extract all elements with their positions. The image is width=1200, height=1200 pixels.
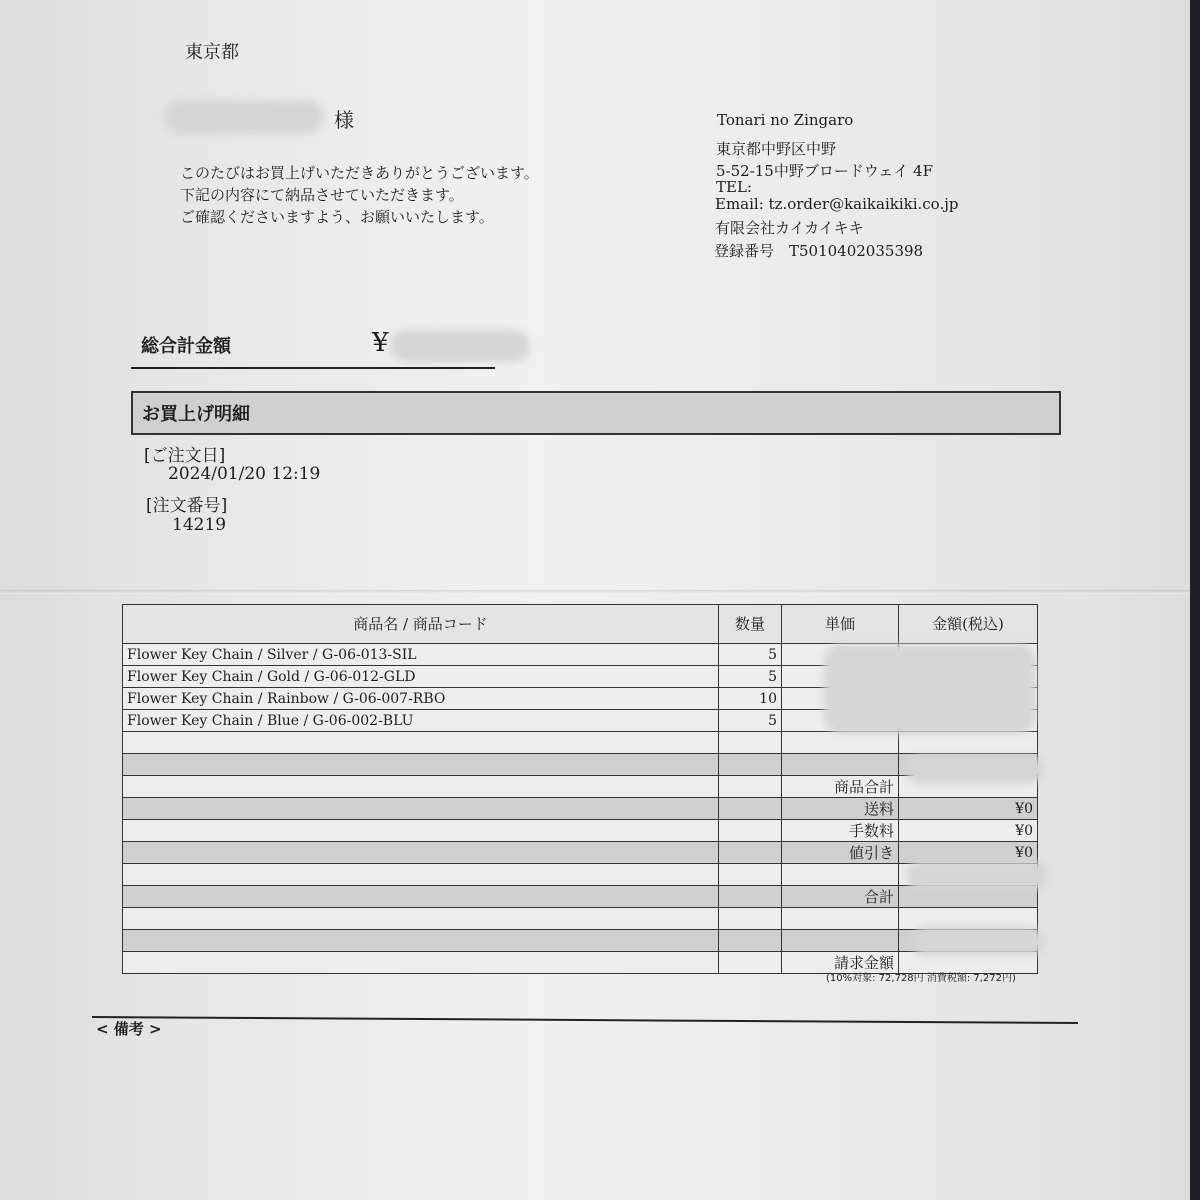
billed-label: 請求金額 <box>782 952 899 974</box>
section-header-bar <box>131 391 1061 435</box>
section-title: お買上げ明細 <box>142 404 250 425</box>
col-header-qty: 数量 <box>719 605 782 644</box>
shipping-value: ¥0 <box>899 798 1038 820</box>
table-header-row <box>123 605 1038 644</box>
total-label: 合計 <box>782 886 899 908</box>
item-qty: 10 <box>719 688 782 710</box>
grand-total-currency: ¥ <box>372 328 389 358</box>
item-name: Flower Key Chain / Silver / G-06-013-SIL <box>123 644 719 666</box>
table-row <box>123 732 1038 754</box>
shop-company: 有限会社カイカイキキ <box>715 219 864 237</box>
greeting-line-3: ご確認くださいますよう、お願いいたします。 <box>180 208 494 226</box>
col-header-amount: 金額(税込) <box>899 605 1038 644</box>
item-qty: 5 <box>719 710 782 732</box>
order-number: 14219 <box>172 515 227 535</box>
honorific: 様 <box>334 108 354 132</box>
shop-address-1: 東京都中野区中野 <box>716 140 837 158</box>
greeting-line-2: 下記の内容にて納品させていただきます。 <box>180 186 464 204</box>
table-row <box>123 908 1038 930</box>
col-header-name: 商品名 / 商品コード <box>123 605 719 644</box>
item-name: Flower Key Chain / Rainbow / G-06-007-RBO <box>123 688 719 710</box>
summary-row-discount <box>123 842 1038 864</box>
shop-email: Email: tz.order@kaikaikiki.co.jp <box>715 195 959 213</box>
table-row <box>123 930 1038 952</box>
shop-name: Tonari no Zingaro <box>717 111 854 129</box>
shop-registration: 登録番号 T5010402035398 <box>714 242 924 260</box>
recipient-name-redacted <box>170 106 318 128</box>
grand-total-redacted <box>396 336 524 356</box>
shipping-label: 送料 <box>782 798 899 820</box>
shop-tel: TEL: <box>716 178 752 196</box>
fee-label: 手数料 <box>782 820 899 842</box>
table-row <box>123 754 1038 776</box>
paper-fold <box>0 590 1190 594</box>
summary-row-total <box>123 886 1038 908</box>
col-header-unit: 単価 <box>782 605 899 644</box>
total-redacted <box>912 867 1042 884</box>
total-value <box>899 886 1038 908</box>
order-date: 2024/01/20 12:19 <box>168 464 321 484</box>
subtotal-value <box>899 776 1038 798</box>
item-qty: 5 <box>719 644 782 666</box>
table-row <box>123 864 1038 886</box>
item-qty: 5 <box>719 666 782 688</box>
recipient-prefecture: 東京都 <box>185 42 239 63</box>
order-number-label: [注文番号] <box>146 496 228 516</box>
greeting-line-1: このたびはお買上げいただきありがとうございます。 <box>180 164 539 182</box>
summary-row-fee <box>123 820 1038 842</box>
grand-total-label: 総合計金額 <box>141 336 231 357</box>
remarks-label: < 備考 > <box>96 1020 162 1038</box>
summary-row-shipping <box>123 798 1038 820</box>
discount-label: 値引き <box>782 842 899 864</box>
item-name: Flower Key Chain / Gold / G-06-012-GLD <box>123 666 719 688</box>
shop-address-2: 5-52-15中野ブロードウェイ 4F <box>716 162 933 180</box>
tax-note: (10%対象: 72,728円 消費税額: 7,272円) <box>826 973 1016 984</box>
order-date-label: [ご注文日] <box>144 446 226 466</box>
fee-value: ¥0 <box>899 820 1038 842</box>
summary-row-subtotal <box>123 776 1038 798</box>
subtotal-label: 商品合計 <box>782 776 899 798</box>
billed-redacted <box>918 933 1038 950</box>
subtotal-redacted <box>912 761 1038 778</box>
price-columns-redacted <box>830 650 1030 728</box>
item-name: Flower Key Chain / Blue / G-06-002-BLU <box>123 710 719 732</box>
grand-total-underline <box>131 367 495 369</box>
discount-value: ¥0 <box>899 842 1038 864</box>
